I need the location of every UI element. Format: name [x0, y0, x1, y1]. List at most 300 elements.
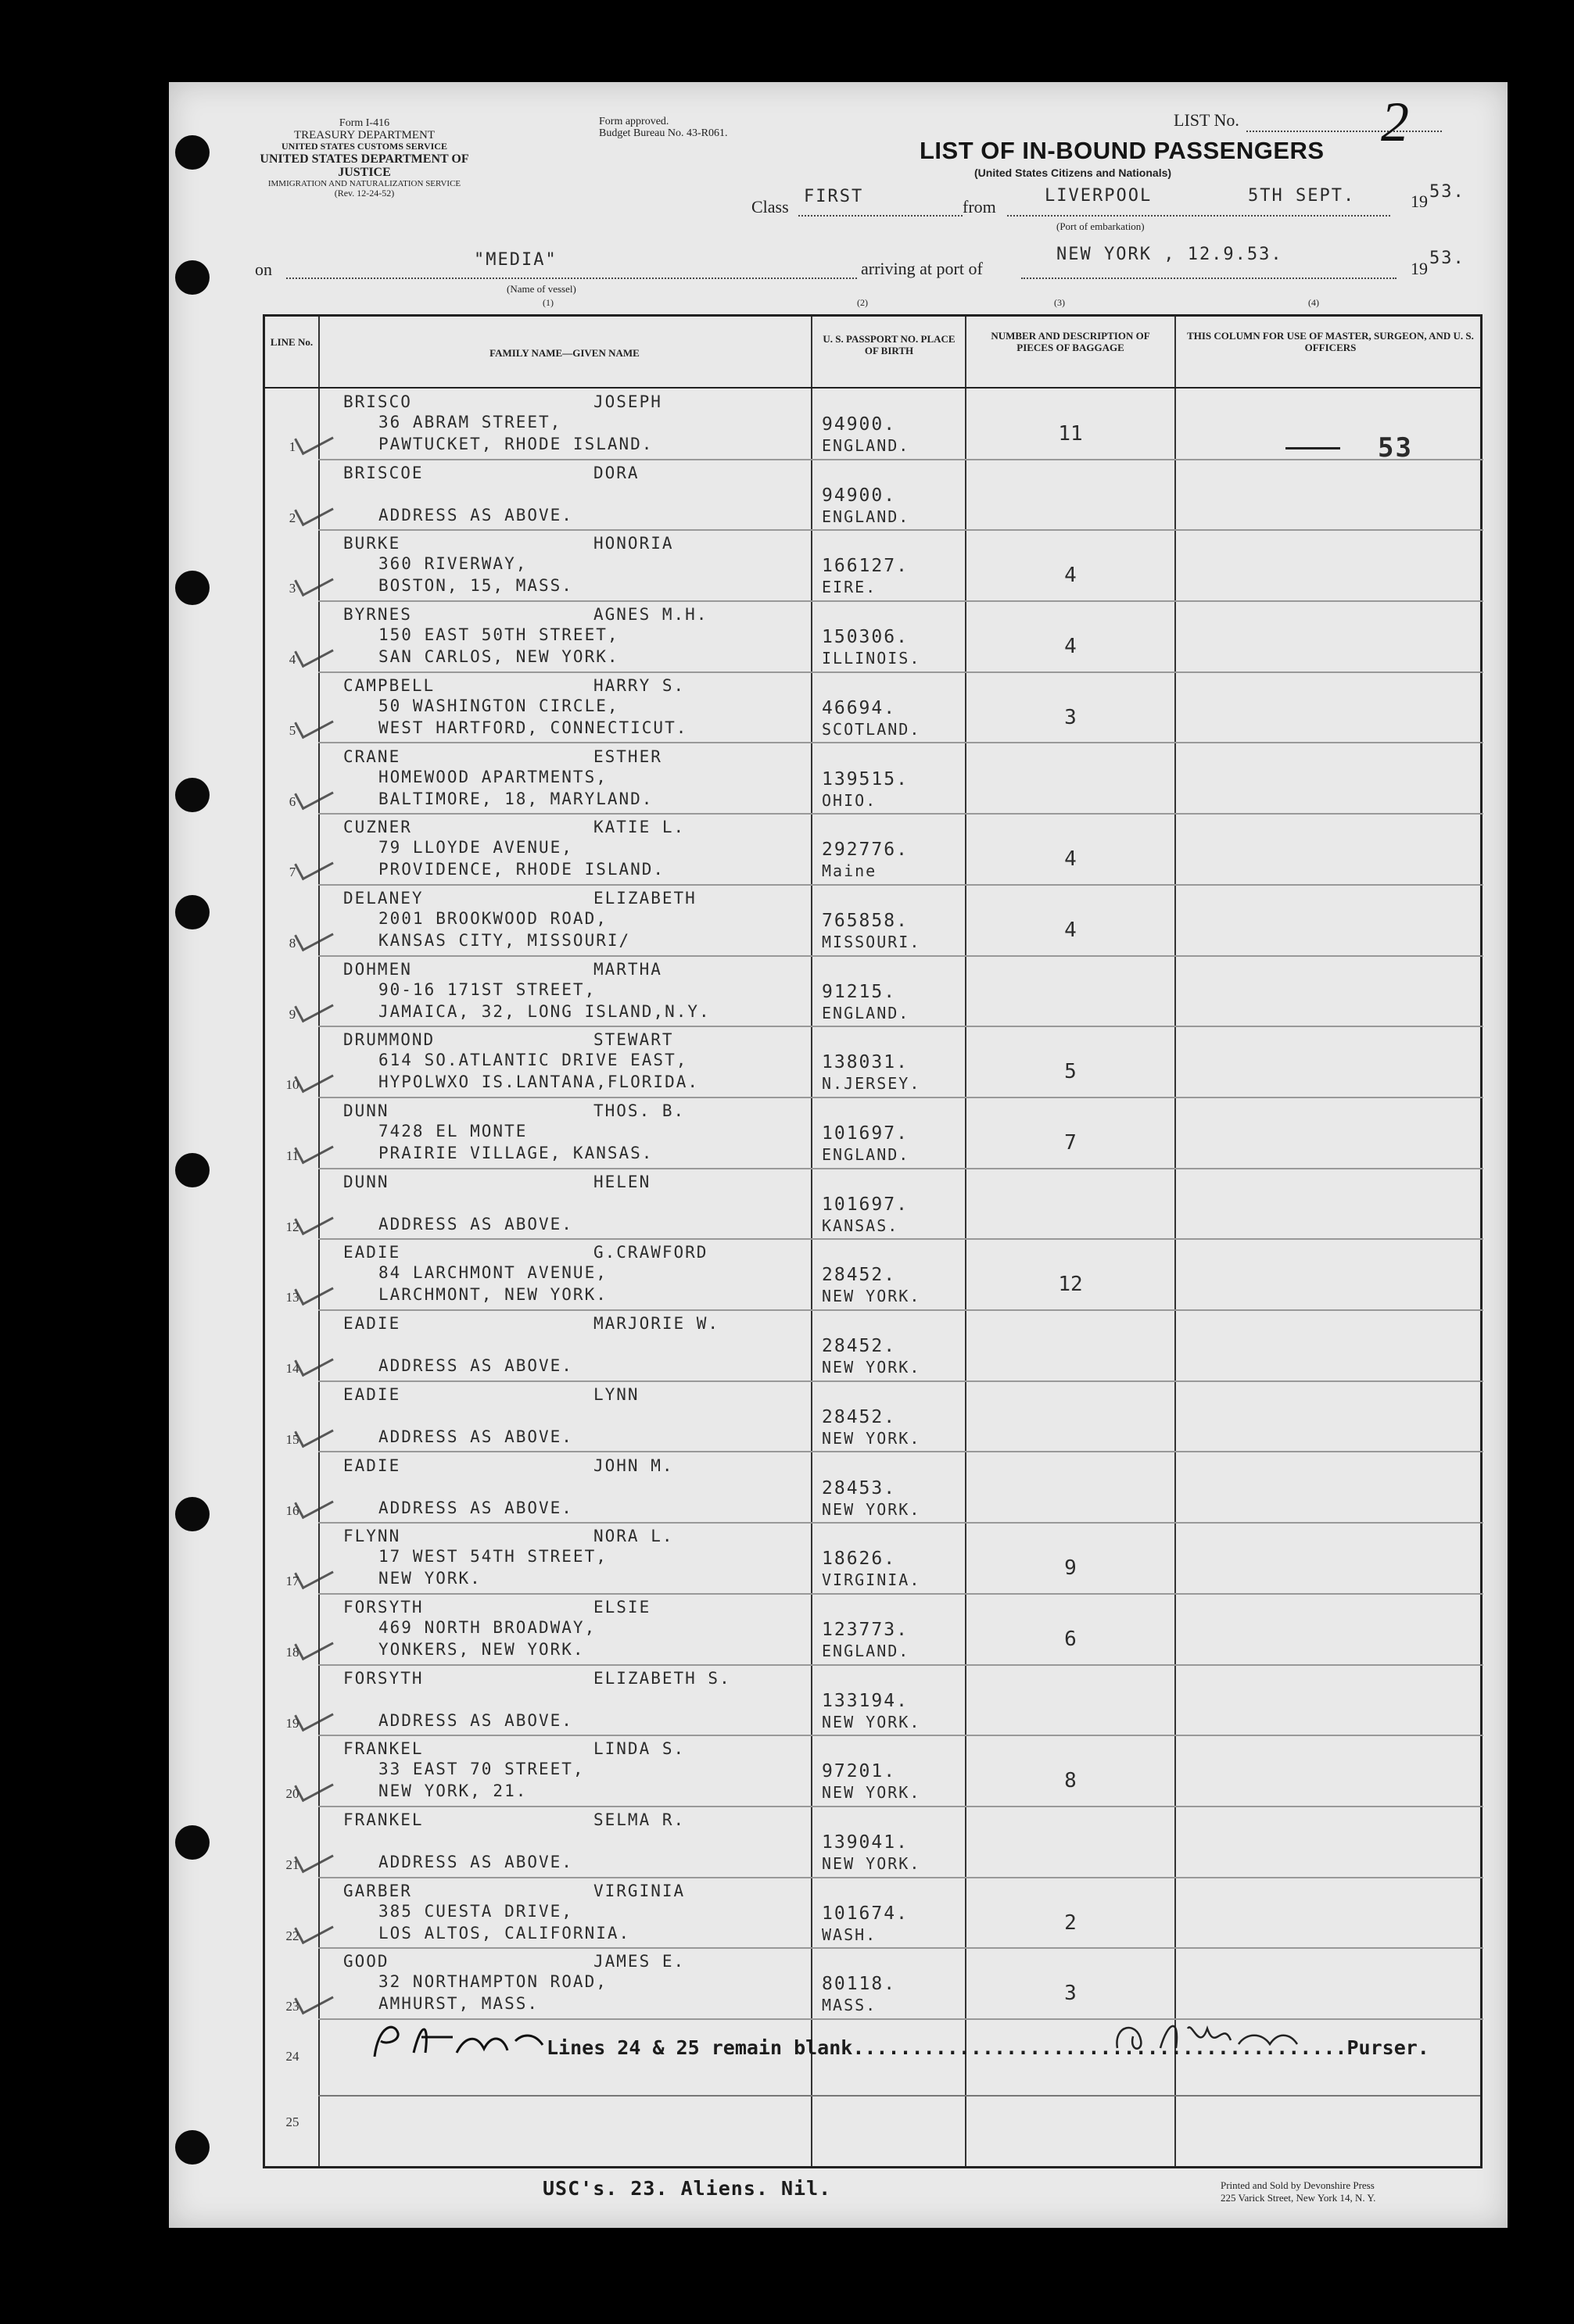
passenger-table — [263, 314, 1483, 2168]
passenger-address-1: 2001 BROOKWOOD ROAD, — [378, 908, 608, 928]
baggage-count: 2 — [1064, 1910, 1077, 1935]
passenger-name-given: DORA — [593, 463, 640, 482]
col-head-name: FAMILY NAME—GIVEN NAME — [489, 347, 640, 359]
check-mark — [294, 707, 334, 739]
check-mark — [294, 990, 334, 1022]
passport-number: 166127. — [822, 556, 909, 577]
form-sheet — [169, 82, 1508, 2228]
passport-number: 101674. — [822, 1903, 909, 1924]
arriving-label: arriving at port of — [861, 259, 983, 278]
passenger-address-1: 360 RIVERWAY, — [378, 554, 528, 574]
row-rule — [318, 600, 1483, 602]
passenger-name-given: JOHN M. — [593, 1456, 674, 1475]
passenger-name-given: LINDA S. — [593, 1739, 686, 1759]
baggage-count: 5 — [1064, 1060, 1077, 1084]
col-head-passport: U. S. PASSPORT NO. PLACE OF BIRTH — [823, 333, 956, 356]
row-rule — [318, 529, 1483, 531]
passenger-address-2: ADDRESS AS ABOVE. — [378, 1853, 573, 1871]
passenger-address-1: 79 LLOYDE AVENUE, — [378, 838, 573, 858]
punch-hole — [175, 2130, 210, 2165]
arrival-year-prefix: 19 — [1411, 259, 1428, 278]
class-value: FIRST — [804, 187, 864, 206]
list-no-underline — [1246, 131, 1442, 132]
passenger-row — [265, 1455, 1481, 1526]
passenger-name-given: ELSIE — [593, 1597, 651, 1617]
check-mark — [294, 1345, 334, 1377]
place-of-birth: WASH. — [822, 1925, 877, 1944]
row-rule — [318, 671, 1483, 673]
passenger-address-2: KANSAS CITY, MISSOURI/ — [378, 930, 631, 950]
baggage-count: 12 — [1058, 1273, 1083, 1297]
passenger-address-2: ADDRESS AS ABOVE. — [378, 1498, 573, 1517]
passport-number: 28452. — [822, 1336, 897, 1357]
passenger-address-2: JAMAICA, 32, LONG ISLAND,N.Y. — [378, 1001, 711, 1021]
passenger-row — [265, 391, 1481, 462]
place-of-birth: KANSAS. — [822, 1216, 899, 1235]
line-number-24: 24 — [285, 2049, 299, 2064]
passenger-name-family: EADIE — [343, 1384, 401, 1404]
passenger-address-2: ADDRESS AS ABOVE. — [378, 1710, 573, 1730]
footer-blank-note — [320, 2029, 1481, 2068]
place-of-birth: ENGLAND. — [822, 436, 910, 455]
passenger-address-2: PROVIDENCE, RHODE ISLAND. — [378, 860, 665, 879]
passenger-row — [265, 603, 1481, 675]
line-number: 19 — [285, 1715, 299, 1731]
check-mark — [294, 1132, 334, 1164]
row-rule — [318, 1238, 1483, 1240]
form-title: LIST OF IN-BOUND PASSENGERS — [920, 137, 1325, 164]
form-revision: (Rev. 12-24-52) — [334, 188, 395, 199]
passenger-address-2: YONKERS, NEW YORK. — [378, 1639, 585, 1659]
passenger-row — [265, 1100, 1481, 1171]
row-rule — [318, 955, 1483, 957]
baggage-count: 9 — [1064, 1556, 1077, 1581]
officer-note: 53 — [1378, 432, 1413, 464]
line-number-25: 25 — [285, 2115, 299, 2129]
passenger-name-family: FRANKEL — [343, 1810, 424, 1829]
row-rule — [318, 1522, 1483, 1524]
passport-number: 138031. — [822, 1052, 909, 1073]
passenger-address-1: 469 NORTH BROADWAY, — [378, 1617, 597, 1637]
passenger-name-given: ELIZABETH S. — [593, 1668, 731, 1688]
passenger-address-2: BOSTON, 15, MASS. — [378, 576, 573, 596]
passport-number: 765858. — [822, 910, 909, 931]
passenger-address-2: SAN CARLOS, NEW YORK. — [378, 647, 619, 667]
line-number: 16 — [285, 1502, 299, 1518]
line-number: 6 — [289, 793, 296, 809]
customs-service: UNITED STATES CUSTOMS SERVICE — [281, 141, 447, 152]
passenger-name-family: BURKE — [343, 534, 401, 553]
punch-hole — [175, 571, 210, 605]
printer-line-2: 225 Varick Street, New York 14, N. Y. — [1221, 2191, 1376, 2204]
line-number: 13 — [285, 1290, 299, 1305]
ins-service: IMMIGRATION AND NATURALIZATION SERVICE — [267, 178, 461, 188]
passport-number: 133194. — [822, 1690, 909, 1711]
passenger-name-family: EADIE — [343, 1243, 401, 1262]
passenger-name-given: MARJORIE W. — [593, 1314, 720, 1334]
passenger-row — [265, 1384, 1481, 1455]
passenger-name-family: DUNN — [343, 1172, 389, 1191]
col-num-1: (1) — [543, 297, 554, 308]
printer-line-1: Printed and Sold by Devonshire Press — [1221, 2179, 1375, 2191]
passport-number: 28453. — [822, 1477, 897, 1499]
passenger-address-2: LARCHMONT, NEW YORK. — [378, 1285, 608, 1305]
row-rule — [318, 1735, 1483, 1736]
passenger-address-1: 36 ABRAM STREET, — [378, 413, 562, 431]
passenger-name-given: ESTHER — [593, 747, 662, 766]
passenger-name-family: DUNN — [343, 1101, 389, 1120]
passenger-address-2: PRAIRIE VILLAGE, KANSAS. — [378, 1144, 654, 1162]
row-rule — [318, 1026, 1483, 1027]
punch-hole — [175, 135, 210, 170]
row-rule — [318, 813, 1483, 815]
passport-number: 101697. — [822, 1194, 909, 1215]
passenger-address-2: LOS ALTOS, CALIFORNIA. — [378, 1923, 631, 1943]
passenger-address-1: 32 NORTHAMPTON ROAD, — [378, 1972, 608, 1992]
line-number: 5 — [289, 722, 296, 738]
place-of-birth: MISSOURI. — [822, 932, 921, 951]
passenger-address-2: ADDRESS AS ABOVE. — [378, 505, 573, 525]
arrival-underline — [1021, 278, 1397, 279]
line-number: 3 — [289, 581, 296, 596]
check-mark — [294, 1911, 334, 1943]
embark-date-value: 5TH SEPT. — [1248, 186, 1356, 206]
passport-number: 139041. — [822, 1832, 909, 1853]
col-head-officers: THIS COLUMN FOR USE OF MASTER, SURGEON, AND U. S. OFFICERS — [1187, 330, 1474, 353]
line-number: 17 — [285, 1574, 299, 1589]
treasury-dept: TREASURY DEPARTMENT — [293, 128, 436, 141]
passenger-name-given: HARRY S. — [593, 675, 686, 695]
row-rule — [318, 459, 1483, 460]
line-number: 18 — [285, 1644, 299, 1660]
passenger-name-family: BRISCOE — [343, 463, 424, 482]
place-of-birth: ENGLAND. — [822, 507, 910, 526]
passenger-row — [265, 1809, 1481, 1880]
row-rule — [318, 1947, 1483, 1949]
justice-dept: UNITED STATES DEPARTMENT OF JUSTICE — [260, 152, 469, 179]
place-of-birth: NEW YORK. — [822, 1499, 921, 1519]
class-underline — [798, 215, 963, 217]
passenger-address-2: PAWTUCKET, RHODE ISLAND. — [378, 435, 654, 453]
row-rule — [318, 1097, 1483, 1098]
passenger-name-given: NORA L. — [593, 1527, 674, 1546]
baggage-count: 4 — [1064, 564, 1077, 588]
baggage-count: 7 — [1064, 1131, 1077, 1155]
passenger-name-family: EADIE — [343, 1456, 401, 1475]
passenger-row — [265, 462, 1481, 533]
passenger-name-given: STEWART — [593, 1030, 674, 1050]
check-mark — [294, 423, 334, 455]
line-number: 23 — [285, 1999, 299, 2014]
check-mark — [294, 1416, 334, 1448]
passenger-name-given: MARTHA — [593, 959, 662, 979]
passenger-row — [265, 958, 1481, 1030]
passenger-address-2: ADDRESS AS ABOVE. — [378, 1427, 573, 1446]
passenger-name-given: LYNN — [593, 1384, 640, 1404]
passenger-name-family: BYRNES — [343, 605, 412, 625]
line-number: 7 — [289, 865, 296, 880]
col-num-3: (3) — [1054, 297, 1065, 308]
check-mark — [294, 1202, 334, 1234]
place-of-birth: OHIO. — [822, 790, 877, 810]
passport-number: 101697. — [822, 1123, 909, 1144]
passenger-name-family: FORSYTH — [343, 1597, 424, 1617]
arrival-year-value: 53. — [1429, 249, 1465, 268]
baggage-count: 11 — [1058, 422, 1083, 446]
place-of-birth: ILLINOIS. — [822, 649, 921, 668]
passenger-name-given: THOS. B. — [593, 1101, 686, 1120]
passenger-row — [265, 1667, 1481, 1739]
header-rule — [265, 387, 1480, 389]
budget-bureau: Budget Bureau No. 43-R061. — [599, 127, 728, 139]
row-rule — [318, 1806, 1483, 1807]
punch-hole — [175, 895, 210, 929]
passenger-row — [265, 816, 1481, 887]
passenger-row — [265, 1950, 1481, 2021]
row-rule — [318, 1168, 1483, 1169]
purser-note: Lines 24 & 25 remain blank..........................................Purser. — [547, 2036, 1429, 2059]
passenger-row — [265, 1312, 1481, 1384]
from-underline — [1007, 215, 1390, 217]
passenger-name-family: GOOD — [343, 1952, 389, 1971]
check-mark — [294, 564, 334, 596]
check-mark — [294, 1061, 334, 1093]
place-of-birth: NEW YORK. — [822, 1287, 921, 1306]
passport-number: 28452. — [822, 1265, 897, 1286]
passenger-address-2: BALTIMORE, 18, MARYLAND. — [378, 789, 654, 808]
embark-port-value: LIVERPOOL — [1045, 186, 1153, 206]
passenger-name-given: VIRGINIA — [593, 1881, 686, 1900]
passenger-name-family: BRISCO — [343, 392, 412, 411]
check-mark — [294, 493, 334, 525]
col-head-line: LINE No. — [270, 336, 314, 348]
passport-number: 94900. — [822, 485, 897, 506]
row-rule — [318, 884, 1483, 886]
passport-number: 28452. — [822, 1406, 897, 1427]
row-rule — [318, 2095, 1480, 2097]
form-subtitle: (United States Citizens and Nationals) — [974, 167, 1172, 179]
place-of-birth: NEW YORK. — [822, 1854, 921, 1873]
line-number: 12 — [285, 1219, 299, 1234]
place-of-birth: NEW YORK. — [822, 1428, 921, 1448]
class-label: Class — [751, 197, 789, 217]
line-number: 14 — [285, 1361, 299, 1377]
check-mark — [294, 1841, 334, 1873]
place-of-birth: SCOTLAND. — [822, 719, 921, 739]
passport-number: 80118. — [822, 1974, 897, 1995]
vessel-label: (Name of vessel) — [507, 283, 576, 295]
line-number: 21 — [285, 1857, 299, 1872]
passenger-row — [265, 1738, 1481, 1809]
list-no-label: LIST No. — [1174, 110, 1239, 130]
embark-year-prefix: 19 — [1411, 192, 1428, 211]
passenger-address-1: 150 EAST 50TH STREET, — [378, 625, 619, 645]
form-approved: Form approved. — [599, 116, 669, 127]
passenger-name-family: FLYNN — [343, 1527, 401, 1546]
check-mark — [294, 919, 334, 951]
passenger-address-1: 33 EAST 70 STREET, — [378, 1760, 585, 1779]
passenger-name-family: FRANKEL — [343, 1739, 424, 1759]
passenger-row — [265, 1171, 1481, 1242]
passenger-row — [265, 746, 1481, 817]
punch-hole — [175, 260, 210, 295]
passport-number: 123773. — [822, 1619, 909, 1640]
passenger-address-2: HYPOLWXO IS.LANTANA,FLORIDA. — [378, 1072, 700, 1092]
baggage-count: 4 — [1064, 635, 1077, 659]
line-number: 8 — [289, 935, 296, 951]
place-of-birth: NEW YORK. — [822, 1783, 921, 1803]
passenger-address-2: ADDRESS AS ABOVE. — [378, 1356, 573, 1376]
passport-number: 292776. — [822, 840, 909, 861]
baggage-count: 3 — [1064, 1982, 1077, 2006]
passport-number: 46694. — [822, 697, 897, 718]
passenger-row — [265, 1241, 1481, 1312]
place-of-birth: VIRGINIA. — [822, 1570, 921, 1590]
passenger-name-given: JAMES E. — [593, 1952, 686, 1971]
row-rule — [318, 742, 1483, 743]
check-mark — [294, 1486, 334, 1518]
arrival-port-value: NEW YORK , 12.9.53. — [1056, 245, 1283, 264]
punch-hole — [175, 1497, 210, 1531]
check-mark — [294, 1628, 334, 1660]
baggage-count: 4 — [1064, 847, 1077, 872]
col-head-baggage: NUMBER AND DESCRIPTION OF PIECES OF BAGGAGE — [991, 330, 1150, 353]
form-approval — [599, 116, 802, 139]
check-mark — [294, 1982, 334, 2014]
check-mark — [294, 1699, 334, 1731]
passenger-address-2: WEST HARTFORD, CONNECTICUT. — [378, 718, 688, 737]
passenger-name-given: SELMA R. — [593, 1810, 686, 1829]
check-mark — [294, 1273, 334, 1305]
passenger-name-family: CRANE — [343, 747, 401, 766]
passenger-address-2: AMHURST, MASS. — [378, 1994, 540, 2014]
line-number: 9 — [289, 1006, 296, 1022]
printer-info — [1221, 2179, 1375, 2204]
line-number: 20 — [285, 1786, 299, 1802]
check-mark — [294, 848, 334, 880]
embark-year-value: 53. — [1429, 182, 1465, 202]
passenger-name-family: EADIE — [343, 1314, 401, 1334]
row-rule — [318, 1380, 1483, 1382]
vessel-value: "MEDIA" — [474, 250, 558, 270]
place-of-birth: ENGLAND. — [822, 1641, 910, 1660]
check-mark — [294, 777, 334, 809]
place-of-birth: Maine — [822, 861, 877, 881]
passport-number: 97201. — [822, 1761, 897, 1782]
baggage-count: 6 — [1064, 1627, 1077, 1651]
baggage-count: 3 — [1064, 705, 1077, 729]
passenger-row — [265, 675, 1481, 746]
passenger-name-family: DOHMEN — [343, 959, 412, 979]
row-rule — [318, 1877, 1483, 1878]
passenger-address-1: HOMEWOOD APARTMENTS, — [378, 767, 608, 786]
place-of-birth: NEW YORK. — [822, 1712, 921, 1731]
passenger-name-given: AGNES M.H. — [593, 605, 708, 625]
passenger-address-2: NEW YORK, 21. — [378, 1781, 528, 1801]
passenger-name-family: GARBER — [343, 1881, 412, 1900]
row-rule — [318, 1451, 1483, 1452]
place-of-birth: ENGLAND. — [822, 1145, 910, 1164]
passenger-name-family: FORSYTH — [343, 1668, 424, 1688]
passenger-address-1: 90-16 171ST STREET, — [378, 979, 597, 999]
passenger-row — [265, 1525, 1481, 1596]
vessel-underline — [286, 278, 857, 279]
passenger-address-2: ADDRESS AS ABOVE. — [378, 1214, 573, 1234]
from-label: from — [963, 197, 996, 217]
place-of-birth: ENGLAND. — [822, 1003, 910, 1022]
line-number: 22 — [285, 1928, 299, 1943]
baggage-count: 8 — [1064, 1769, 1077, 1793]
passenger-row — [265, 1880, 1481, 1951]
passenger-row — [265, 887, 1481, 958]
passenger-address-2: NEW YORK. — [378, 1569, 482, 1588]
passport-number: 139515. — [822, 768, 909, 790]
passenger-row — [265, 1029, 1481, 1100]
on-label: on — [255, 260, 272, 279]
port-embark-label: (Port of embarkation) — [1056, 220, 1145, 232]
passenger-address-1: 84 LARCHMONT AVENUE, — [378, 1263, 608, 1283]
passenger-address-1: 50 WASHINGTON CIRCLE, — [378, 696, 619, 715]
passenger-name-given: KATIE L. — [593, 818, 686, 837]
passenger-name-family: CAMPBELL — [343, 675, 436, 695]
place-of-birth: N.JERSEY. — [822, 1074, 921, 1094]
passport-number: 94900. — [822, 414, 897, 435]
passenger-name-given: HONORIA — [593, 534, 674, 553]
line-number: 2 — [289, 510, 296, 525]
passenger-address-1: 17 WEST 54TH STREET, — [378, 1547, 608, 1567]
col-num-4: (4) — [1308, 297, 1319, 308]
passenger-address-1: 7428 EL MONTE — [378, 1122, 528, 1141]
passport-number: 150306. — [822, 627, 909, 648]
row-rule — [318, 1664, 1483, 1666]
passenger-name-family: CUZNER — [343, 818, 412, 837]
passenger-name-given: JOSEPH — [593, 392, 662, 411]
form-number: Form I-416 — [339, 117, 390, 129]
list-no-value: 2 — [1381, 91, 1409, 153]
passenger-address-1: 614 SO.ATLANTIC DRIVE EAST, — [378, 1051, 688, 1070]
passenger-row — [265, 532, 1481, 603]
purser-signature — [1106, 2013, 1309, 2060]
passenger-name-given: G.CRAWFORD — [593, 1243, 708, 1262]
passenger-address-1: 385 CUESTA DRIVE, — [378, 1901, 573, 1921]
punch-hole — [175, 778, 210, 812]
line-number: 1 — [289, 439, 296, 454]
row-rule — [318, 1593, 1483, 1595]
place-of-birth: NEW YORK. — [822, 1358, 921, 1377]
baggage-count: 4 — [1064, 918, 1077, 942]
check-mark — [294, 1557, 334, 1589]
row-rule — [318, 1309, 1483, 1311]
punch-hole — [175, 1825, 210, 1860]
line-number: 11 — [285, 1148, 299, 1163]
check-mark — [294, 1770, 334, 1802]
place-of-birth: MASS. — [822, 1996, 877, 2015]
handwritten-signature — [367, 2018, 554, 2064]
passenger-name-family: DELANEY — [343, 888, 424, 908]
line-number: 10 — [285, 1077, 299, 1093]
passenger-name-given: HELEN — [593, 1172, 651, 1191]
line-number: 4 — [289, 652, 296, 668]
passenger-name-family: DRUMMOND — [343, 1030, 436, 1050]
place-of-birth: EIRE. — [822, 578, 877, 597]
form-agency-block — [247, 118, 482, 199]
summary-line: USC's. 23. Aliens. Nil. — [543, 2177, 832, 2200]
passenger-name-given: ELIZABETH — [593, 888, 697, 908]
passport-number: 18626. — [822, 1549, 897, 1570]
punch-hole — [175, 1153, 210, 1187]
officer-dash — [1285, 447, 1340, 449]
passenger-row — [265, 1596, 1481, 1667]
